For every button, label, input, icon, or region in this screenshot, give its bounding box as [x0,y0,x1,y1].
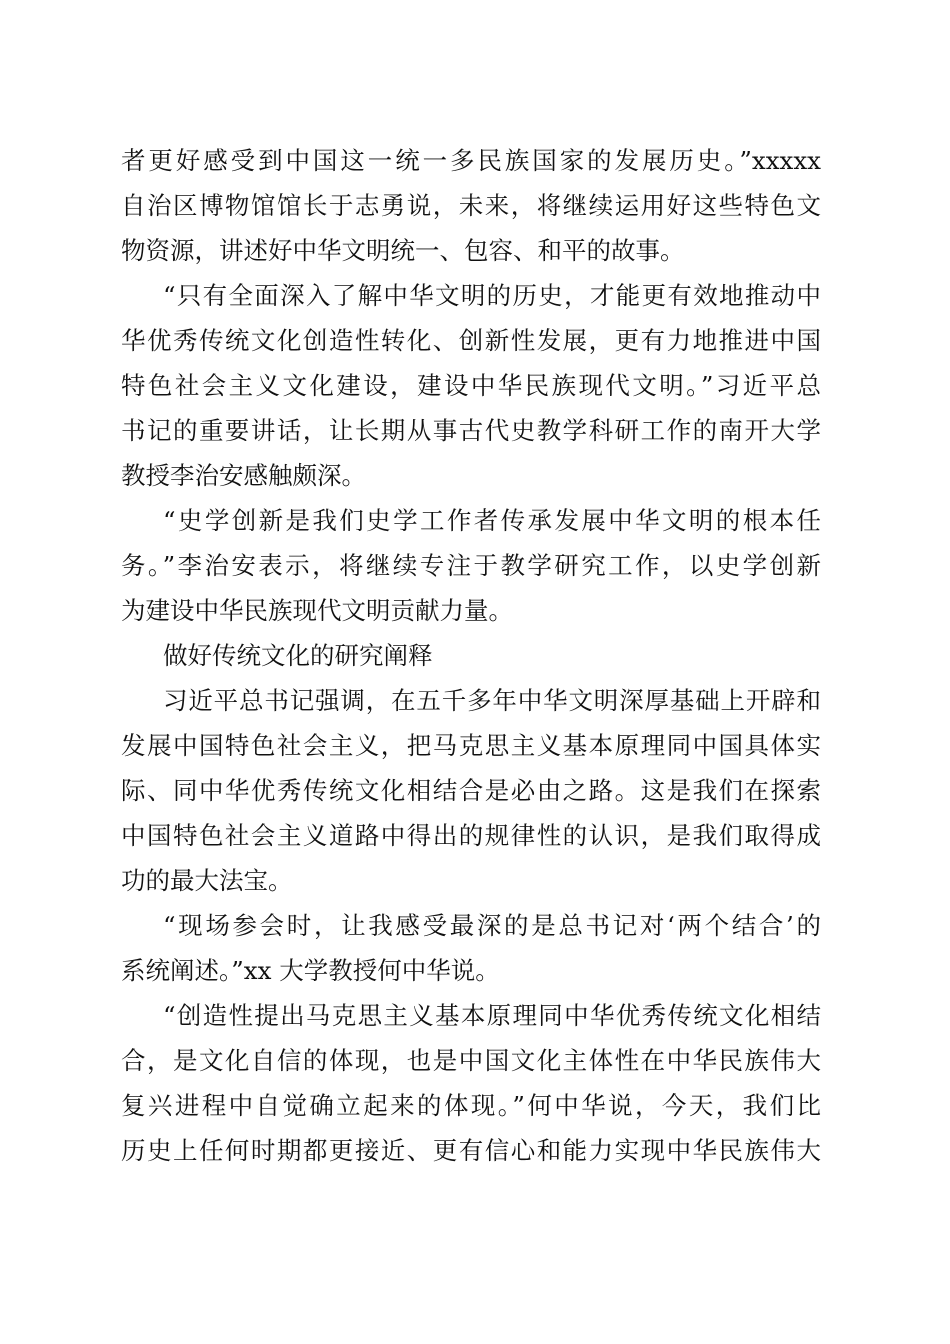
text-line: 为建设中华民族现代文明贡献力量。 [121,596,513,625]
text-line: 教授李治安感触颇深。 [121,461,366,490]
text-line: 合，是文化自信的体现，也是中国文化主体性在中华民族伟大 [121,1046,821,1075]
text-line: 系统阐述。”xx 大学教授何中华说。 [121,956,500,985]
text-line: 中国特色社会主义道路中得出的规律性的认识，是我们取得成 [121,821,821,850]
text-line: 物资源，讲述好中华文明统一、包容、和平的故事。 [121,236,685,265]
text-line: 历史上任何时期都更接近、更有信心和能力实现中华民族伟大 [121,1136,821,1165]
text-line: 习近平总书记强调，在五千多年中华文明深厚基础上开辟和 [163,686,821,715]
text-line: 华优秀传统文化创造性转化、创新性发展，更有力地推进中国 [121,326,821,355]
text-line: “史学创新是我们史学工作者传承发展中华文明的根本任 [163,506,821,535]
text-line: 发展中国特色社会主义，把马克思主义基本原理同中国具体实 [121,731,821,760]
text-line: “现场参会时，让我感受最深的是总书记对‘两个结合’的 [163,911,821,940]
text-line: 书记的重要讲话，让长期从事古代史教学科研工作的南开大学 [121,416,821,445]
text-line: “创造性提出马克思主义基本原理同中华优秀传统文化相结 [163,1001,821,1030]
text-line: 际、同中华优秀传统文化相结合是必由之路。这是我们在探索 [121,776,821,805]
text-line: 务。”李治安表示，将继续专注于教学研究工作，以史学创新 [121,551,821,580]
text-line: 功的最大法宝。 [121,866,293,895]
text-line: 复兴进程中自觉确立起来的体现。”何中华说，今天，我们比 [121,1091,821,1120]
text-line: “只有全面深入了解中华文明的历史，才能更有效地推动中 [163,281,821,310]
text-line: 者更好感受到中国这一统一多民族国家的发展历史。”xxxxx [121,146,821,175]
section-heading: 做好传统文化的研究阐释 [163,641,433,670]
text-line: 自治区博物馆馆长于志勇说，未来，将继续运用好这些特色文 [121,191,821,220]
text-line: 特色社会主义文化建设，建设中华民族现代文明。”习近平总 [121,371,821,400]
